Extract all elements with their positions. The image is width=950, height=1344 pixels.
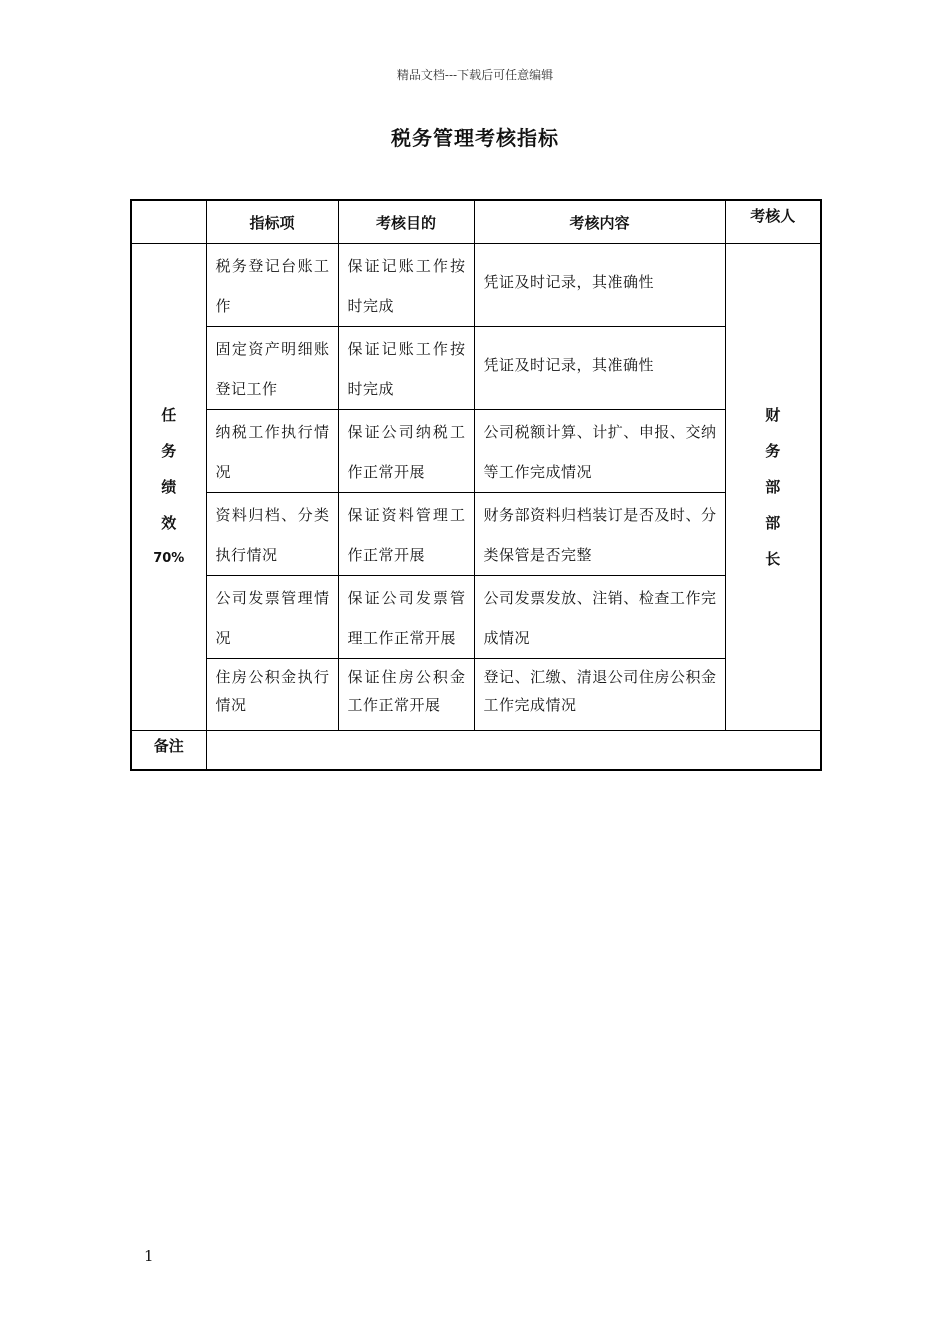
header-note: 精品文档---下载后可任意编辑: [396, 68, 554, 82]
row-purpose: 保证记账工作按时完成: [338, 327, 474, 410]
category-char: 任: [161, 406, 177, 424]
table-row: [131, 493, 821, 576]
remark-label: 备注: [131, 731, 206, 770]
row-purpose: 保证资料管理工作正常开展: [338, 493, 474, 576]
category-char: 效: [161, 514, 177, 532]
remark-row: [131, 731, 821, 770]
reviewer-cell: [725, 244, 821, 731]
header-reviewer: 考核人: [725, 200, 821, 244]
row-content: 登记、汇缴、清退公司住房公积金工作完成情况: [474, 659, 725, 731]
row-item: 资料归档、分类执行情况: [206, 493, 338, 576]
kpi-table: [130, 199, 822, 771]
row-item: 住房公积金执行情况: [206, 659, 338, 731]
row-content: 公司发票发放、注销、检查工作完成情况: [474, 576, 725, 659]
header-blank-cell: [131, 200, 206, 244]
category-percent: 70%: [153, 551, 185, 566]
category-cell: [131, 244, 206, 731]
page-number: 1: [144, 1247, 154, 1265]
table-row: [131, 576, 821, 659]
row-purpose: 保证公司发票管理工作正常开展: [338, 576, 474, 659]
row-item: 税务登记台账工作: [206, 244, 338, 327]
row-purpose: 保证公司纳税工作正常开展: [338, 410, 474, 493]
row-item: 公司发票管理情况: [206, 576, 338, 659]
row-content: 凭证及时记录，其准确性: [474, 327, 725, 410]
row-item: 固定资产明细账登记工作: [206, 327, 338, 410]
row-purpose: 保证住房公积金工作正常开展: [338, 659, 474, 731]
row-purpose: 保证记账工作按时完成: [338, 244, 474, 327]
header-item: 指标项: [206, 200, 338, 244]
row-content: 公司税额计算、计扩、申报、交纳等工作完成情况: [474, 410, 725, 493]
reviewer-char: 务: [765, 442, 781, 460]
reviewer-char: 长: [765, 550, 781, 568]
reviewer-char: 部: [765, 478, 781, 496]
reviewer-char: 部: [765, 514, 781, 532]
document-title: 税务管理考核指标: [391, 126, 559, 150]
header-purpose: 考核目的: [338, 200, 474, 244]
table-row: [131, 244, 821, 327]
remark-value: [206, 731, 821, 770]
reviewer-char: 财: [765, 406, 781, 424]
row-item: 纳税工作执行情况: [206, 410, 338, 493]
table-header-row: [131, 200, 821, 244]
row-content: 凭证及时记录，其准确性: [474, 244, 725, 327]
table-row: [131, 659, 821, 731]
category-char: 务: [161, 442, 177, 460]
header-content: 考核内容: [474, 200, 725, 244]
category-char: 绩: [161, 478, 177, 496]
table-row: [131, 410, 821, 493]
row-content: 财务部资料归档装订是否及时、分类保管是否完整: [474, 493, 725, 576]
table-row: [131, 327, 821, 410]
